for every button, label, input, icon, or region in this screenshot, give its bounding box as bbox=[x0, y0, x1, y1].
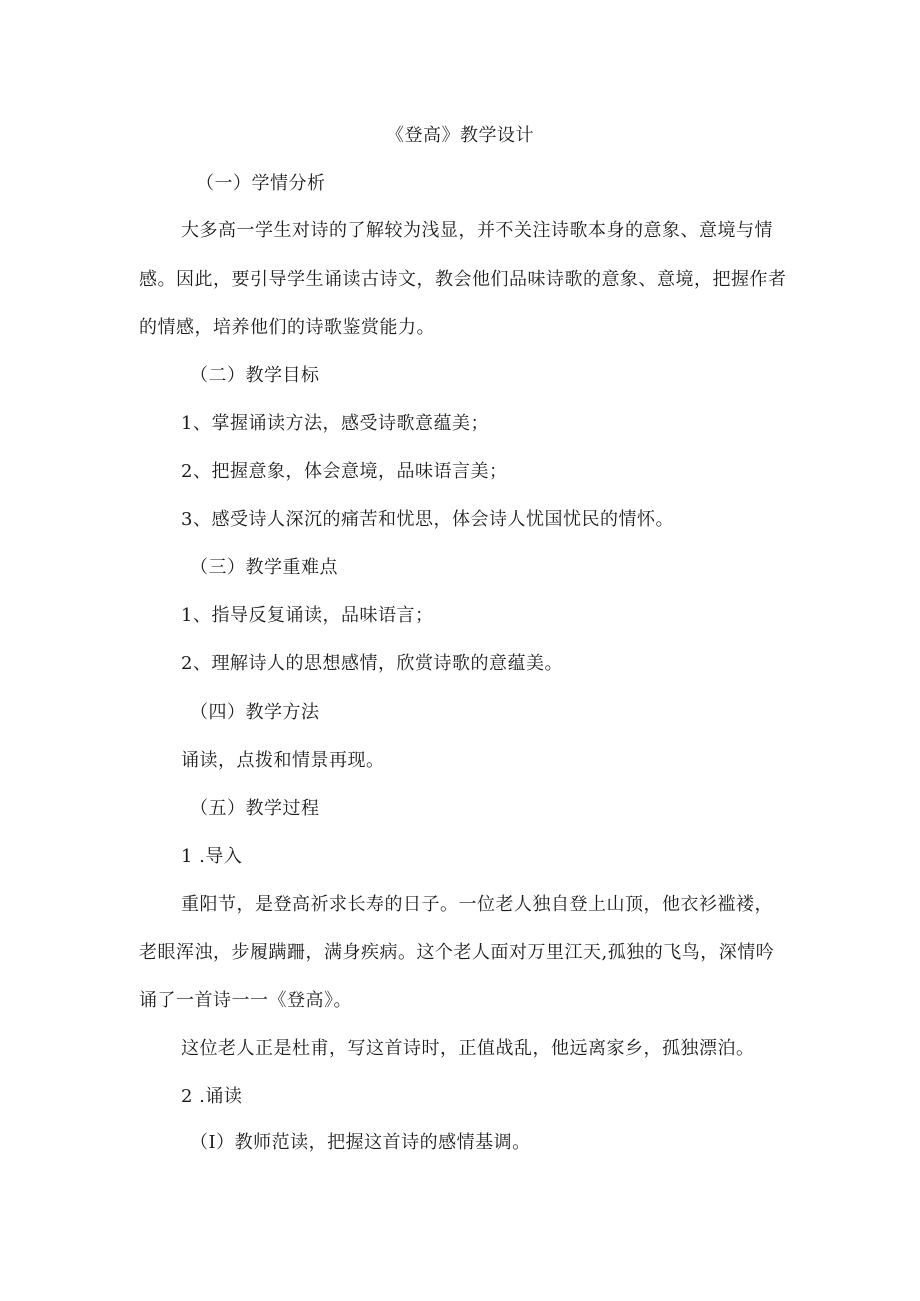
paragraph-line: 这位老人正是杜甫，写这首诗时，正值战乱，他远离家乡，孤独漂泊。 bbox=[181, 1038, 755, 1059]
section-heading-key-points: （三）教学重难点 bbox=[190, 557, 338, 578]
paragraph-line: 诵了一首诗一一《登高》。 bbox=[139, 990, 352, 1011]
list-item: 1、掌握诵读方法，感受诗歌意蕴美； bbox=[181, 413, 489, 434]
list-item: （I）教师范读，把握这首诗的感情基调。 bbox=[190, 1132, 531, 1153]
list-item: 1、指导反复诵读，品味语言； bbox=[181, 605, 434, 626]
document-title: 《登高》教学设计 bbox=[386, 125, 534, 146]
subsection-heading-recitation: 2 .诵读 bbox=[181, 1086, 243, 1107]
list-item: 3、感受诗人深沉的痛苦和忧思，体会诗人忧国忧民的情怀。 bbox=[181, 509, 674, 530]
paragraph-line: 诵读，点拨和情景再现。 bbox=[181, 750, 385, 771]
list-item: 2、理解诗人的思想感情，欣赏诗歌的意蕴美。 bbox=[181, 653, 563, 674]
paragraph-line: 重阳节，是登高祈求长寿的日子。一位老人独自登上山顶，他衣衫褴褛， bbox=[181, 894, 773, 915]
section-heading-student-analysis: （一）学情分析 bbox=[196, 173, 326, 194]
paragraph-line: 感。因此，要引导学生诵读古诗文，教会他们品味诗歌的意象、意境，把握作者 bbox=[139, 269, 787, 290]
paragraph-line: 大多高一学生对诗的了解较为浅显，并不关注诗歌本身的意象、意境与情 bbox=[181, 220, 773, 241]
section-heading-teaching-process: （五）教学过程 bbox=[190, 798, 320, 819]
subsection-heading-introduction: 1 .导入 bbox=[181, 846, 243, 867]
section-heading-teaching-goals: （二）教学目标 bbox=[190, 365, 320, 386]
paragraph-line: 老眼浑浊，步履蹒跚，满身疾病。这个老人面对万里江天,孤独的飞鸟，深情吟 bbox=[139, 942, 775, 963]
section-heading-teaching-methods: （四）教学方法 bbox=[190, 702, 320, 723]
list-item: 2、把握意象，体会意境，品味语言美； bbox=[181, 461, 508, 482]
paragraph-line: 的情感，培养他们的诗歌鉴赏能力。 bbox=[139, 317, 435, 338]
